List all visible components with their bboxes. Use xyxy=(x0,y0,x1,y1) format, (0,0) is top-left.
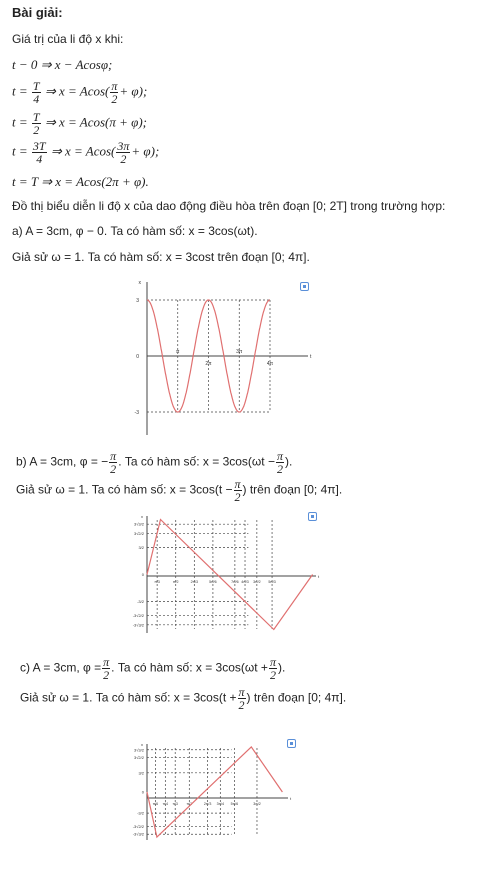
y-tick-label: 3√3/2 xyxy=(134,521,144,527)
x-tick-label: π/4 xyxy=(162,802,169,806)
x-tick-label: π/3 xyxy=(154,580,160,584)
part-c-line2: Giả sử ω = 1. Ta có hàm số: x = 3cos(t + $\frac{\pi}{2}$ ) trên đoạn [0; 4π]. xyxy=(20,685,347,712)
y-tick-label: 3√2/2 xyxy=(134,754,144,760)
graph-intro-text: Đồ thị biểu diễn li độ x của dao động điều hòa trên đoạn [0; 2T] trong trường hợp: xyxy=(12,199,446,213)
y-tick-label: 3√3/2 xyxy=(134,747,144,753)
curve-c xyxy=(147,747,282,837)
y-axis-label: x xyxy=(138,280,141,286)
x-axis-label: t xyxy=(310,354,312,360)
y-tick-label: 3√2/2 xyxy=(134,531,144,537)
y-tick-label: -3√3/2 xyxy=(132,622,144,628)
case-t-quarter: t = $\frac{T}{4}$ ⇒ x = Acos( $\frac{\pi}{2}$ + φ); xyxy=(12,79,148,106)
y-tick-label: -3√2/2 xyxy=(132,612,144,618)
y-tick-label: 3/2 xyxy=(138,770,144,776)
solution-title: Bài giải: xyxy=(12,5,63,20)
x-tick-label: 4π/3 xyxy=(241,580,249,584)
x-tick-label: 5π/6 xyxy=(230,802,239,806)
x-tick-label: π/2 xyxy=(186,802,193,806)
case-t-three-quarter: t = $\frac{3T}{4}$ ⇒ x = Acos( $\frac{3\pi}{2}$ + φ); xyxy=(12,139,160,166)
y-tick-label: 3 xyxy=(136,298,139,304)
case-t-full: t = T ⇒ x = Acos(2π + φ). xyxy=(12,174,149,189)
y-tick-label: -3√2/2 xyxy=(132,824,144,830)
part-a-line1: a) A = 3cm, φ − 0. Ta có hàm số: x = 3cos(ωt). xyxy=(12,224,258,238)
case-t0: t − 0 ⇒ x − Acosφ; xyxy=(12,57,113,72)
x-tick-label: 7π/6 xyxy=(231,580,239,584)
x-tick-label: 2π/3 xyxy=(190,580,199,584)
part-a-line2: Giả sử ω = 1. Ta có hàm số: x = 3cost trên đoạn [0; 4π]. xyxy=(12,250,310,264)
part-b-line1: b) A = 3cm, φ = − $\frac{\pi}{2}$ . Ta có hàm số: x = 3cos(ωt − $\frac{\pi}{2}$ ). xyxy=(16,449,293,476)
intro-text: Giá trị của li độ x khi: xyxy=(12,32,124,46)
y-tick-label: 0 xyxy=(141,789,144,795)
y-tick-label: -3/2 xyxy=(137,810,144,816)
x-tick-label: π xyxy=(176,349,180,355)
x-tick-label: π/2 xyxy=(172,580,179,584)
part-b-line2: Giả sử ω = 1. Ta có hàm số: x = 3cos(t − $\frac{\pi}{2}$ ) trên đoạn [0; 4π]. xyxy=(16,477,343,504)
case-t-half: t = $\frac{T}{2}$ ⇒ x = Acos(π + φ); xyxy=(12,110,148,137)
y-tick-label: -3√3/2 xyxy=(132,831,144,837)
x-tick-label: 3π xyxy=(236,349,243,355)
x-tick-label: 5π/3 xyxy=(268,580,276,584)
y-axis-label: x xyxy=(141,742,143,747)
x-tick-label: π/6 xyxy=(152,802,159,806)
x-tick-label: 2π/3 xyxy=(203,802,212,806)
x-axis-label: t xyxy=(290,796,292,801)
y-axis-label: x xyxy=(141,514,143,519)
zoom-icon-c[interactable] xyxy=(287,739,296,748)
x-tick-label: 3π/4 xyxy=(216,802,225,806)
y-tick-label: -3/2 xyxy=(137,598,144,604)
y-tick-label: 0 xyxy=(141,572,144,577)
y-tick-label: 0 xyxy=(136,354,139,360)
part-c-line1: c) A = 3cm, φ = $\frac{\pi}{2}$ . Ta có hàm số: x = 3cos(ωt + $\frac{\pi}{2}$ ). xyxy=(20,655,286,682)
x-axis-label: t xyxy=(318,574,320,579)
x-tick-label: 2π xyxy=(205,361,212,367)
x-tick-label: π/3 xyxy=(172,802,178,806)
y-tick-label: -3 xyxy=(134,410,139,416)
x-tick-label: 3π/2 xyxy=(253,802,261,806)
y-tick-label: 3/2 xyxy=(138,545,144,551)
x-tick-label: 5π/6 xyxy=(209,580,217,584)
x-tick-label: 4π xyxy=(266,361,274,367)
x-tick-label: 3π/2 xyxy=(253,580,261,584)
